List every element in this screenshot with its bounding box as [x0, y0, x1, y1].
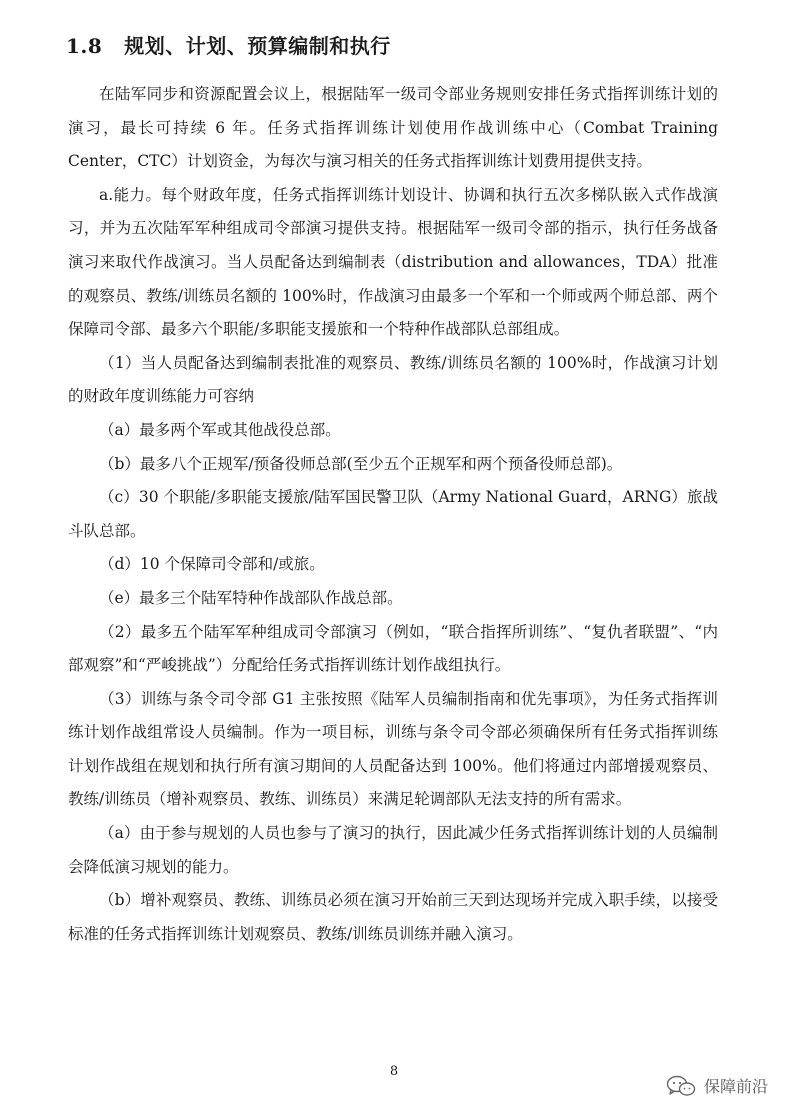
section-number: 1.8: [66, 34, 103, 58]
paragraph-item-1e: （e）最多三个陆军特种作战部队作战总部。: [99, 588, 403, 607]
watermark: [666, 1074, 768, 1097]
watermark-text: 保障前沿: [703, 1077, 768, 1096]
paragraph-item-1b: （b）最多八个正规军/预备役师总部(至少五个正规军和两个预备役师总部)。: [99, 454, 623, 473]
paragraph-intro: 在陆军同步和资源配置会议上，根据陆军一级司令部业务规则安排任务式指挥训练计划的演习，最长可持续 6 年。任务式指挥训练计划使用作战训练中心（Combat Training Center，CTC）计划资金，为每次与演习相关的任务式指挥训练计划费用提供支持。: [68, 85, 718, 171]
paragraph-item-1a: （a）最多两个军或其他战役总部。: [99, 420, 341, 439]
paragraph-item-1: （1）当人员配备达到编制表批准的观察员、教练/训练员名额的 100%时，作战演习计划的财政年度训练能力可容纳: [68, 353, 718, 406]
paragraph-item-3a: （a）由于参与规划的人员也参与了演习的执行，因此减少任务式指挥训练计划的人员编制会降低演习规划的能力。: [68, 824, 718, 876]
paragraph-item-3: （3）训练与条令司令部 G1 主张按照《陆军人员编制指南和优先事项》，为任务式指挥训练计划作战组常设人员编制。作为一项目标，训练与条令司令部必须确保所有任务式指挥训练计划作战组在规划和执行所有演习期间的人员配备达到 100%。他们将通过内部增援观察员、教练/训练员（增补观察员、教练、训练员）来满足轮调部队无法支持的所有需求。: [68, 689, 718, 809]
section-heading: [66, 30, 391, 59]
page-number: 8: [389, 1064, 399, 1079]
body-text: [68, 78, 718, 951]
section-title: 规划、计划、预算编制和执行: [124, 34, 391, 58]
paragraph-item-1c: （c）30 个职能/多职能支援旅/陆军国民警卫队（Army National Guard，ARNG）旅战斗队总部。: [68, 488, 718, 540]
paragraph-item-1d: （d）10 个保障司令部和/或旅。: [99, 555, 325, 574]
paragraph-capability: a.能力。每个财政年度，任务式指挥训练计划设计、协调和执行五次多梯队嵌入式作战演习，并为五次陆军军种组成司令部演习提供支持。根据陆军一级司令部的指示，执行任务战备演习来取代作战演习。当人员配备达到编制表（distribution and allowances，TDA）批准的观察员、教练/训练员名额的 100%时，作战演习由最多一个军和一个师或两个师总部、两个保障司令部、最多六个职能/多职能支援旅和一个特种作战部队总部组成。: [68, 185, 718, 339]
paragraph-item-3b: （b）增补观察员、教练、训练员必须在演习开始前三天到达现场并完成入职手续，以接受标准的任务式指挥训练计划观察员、教练/训练员训练并融入演习。: [68, 891, 718, 943]
paragraph-item-2: （2）最多五个陆军军种组成司令部演习（例如，“联合指挥所训练”、“复仇者联盟”、“内部观察”和“严峻挑战”）分配给任务式指挥训练计划作战组执行。: [68, 622, 718, 675]
wechat-icon: [666, 1075, 696, 1097]
